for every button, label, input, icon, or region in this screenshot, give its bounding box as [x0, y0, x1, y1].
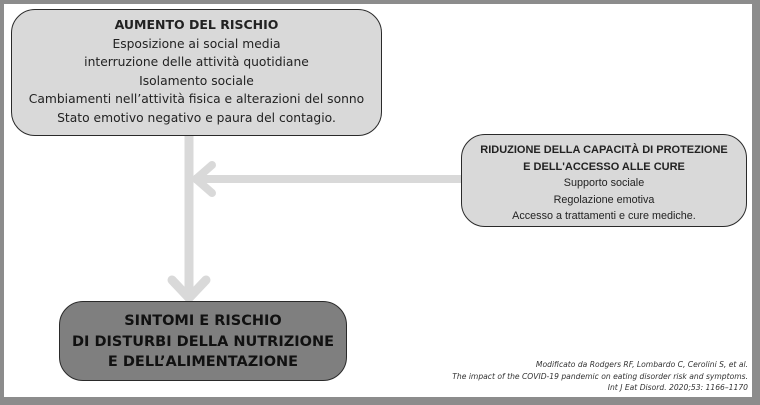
citation-line: Int J Eat Disord. 2020;53: 1166–1170 — [607, 383, 748, 392]
diagram-frame — [4, 4, 752, 397]
risk-item: Esposizione ai social media — [112, 36, 281, 51]
risk-item: interruzione delle attività quotidiane — [84, 55, 309, 69]
risk-increase-box — [11, 9, 382, 136]
outcome-line: SINTOMI E RISCHIO — [124, 313, 282, 329]
outcome-line: DI DISTURBI DELLA NUTRIZIONE — [71, 333, 334, 350]
protection-reduction-box — [461, 134, 747, 227]
outcome-box — [59, 301, 347, 381]
risk-item: Stato emotivo negativo e paura del contagio. — [57, 110, 336, 125]
source-citation — [452, 359, 748, 394]
protection-box-title-line2: E DELL'ACCESSO ALLE CURE — [523, 160, 685, 173]
protection-item: Accesso a trattamenti e cure mediche. — [512, 210, 696, 222]
protection-item: Supporto sociale — [563, 177, 645, 189]
citation-line: Modificato da Rodgers RF, Lombardo C, Cerolini S, et al. — [535, 360, 748, 369]
protection-item: Regolazione emotiva — [553, 193, 655, 206]
risk-item: Isolamento sociale — [139, 73, 254, 88]
risk-item: Cambiamenti nell’attività fisica e alterazioni del sonno — [28, 92, 365, 106]
protection-box-title-line1: RIDUZIONE DELLA CAPACITÀ DI PROTEZIONE — [480, 144, 728, 156]
outcome-line: E DELL’ALIMENTAZIONE — [107, 354, 299, 370]
citation-line: The impact of the COVID-19 pandemic on eating disorder risk and symptoms. — [452, 371, 748, 381]
risk-box-title: AUMENTO DEL RISCHIO — [114, 17, 279, 32]
